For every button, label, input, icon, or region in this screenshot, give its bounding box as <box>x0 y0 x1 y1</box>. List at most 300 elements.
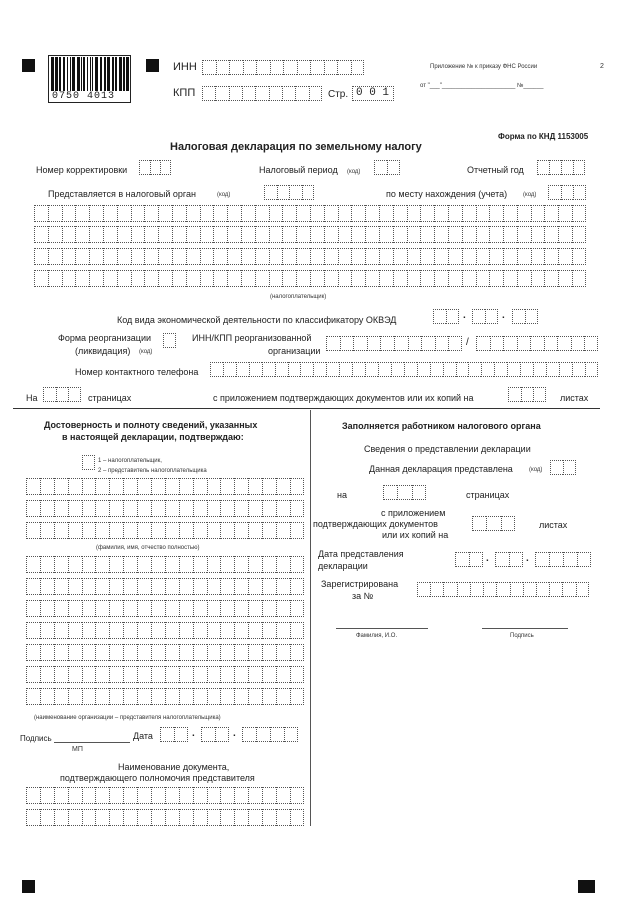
input-cell[interactable] <box>290 666 304 683</box>
input-cell[interactable] <box>216 60 230 75</box>
input-cell[interactable] <box>248 688 262 705</box>
input-cell[interactable] <box>393 205 407 222</box>
signer-type-cells[interactable] <box>82 455 95 470</box>
right-sign-line[interactable] <box>482 628 568 629</box>
input-cell[interactable] <box>262 522 276 539</box>
input-cell[interactable] <box>248 600 262 617</box>
input-cell[interactable] <box>544 205 558 222</box>
input-cell[interactable] <box>448 270 462 287</box>
input-cell[interactable] <box>151 787 165 804</box>
input-cell[interactable] <box>550 460 563 475</box>
input-cell[interactable] <box>95 556 109 573</box>
input-cell[interactable] <box>200 248 214 265</box>
input-cell[interactable] <box>40 522 54 539</box>
input-cell[interactable] <box>242 86 255 101</box>
input-cell[interactable] <box>95 478 109 495</box>
input-cell[interactable] <box>248 478 262 495</box>
input-cell[interactable] <box>517 248 531 265</box>
input-cell[interactable] <box>476 205 490 222</box>
input-cell[interactable] <box>490 336 504 351</box>
input-cell[interactable] <box>379 248 393 265</box>
input-cell[interactable] <box>109 578 123 595</box>
input-cell[interactable] <box>558 226 572 243</box>
input-cell[interactable] <box>536 582 549 597</box>
input-cell[interactable] <box>434 248 448 265</box>
input-cell[interactable] <box>68 622 82 639</box>
input-cell[interactable] <box>62 205 76 222</box>
input-cell[interactable] <box>123 622 137 639</box>
input-cell[interactable] <box>309 86 322 101</box>
input-cell[interactable] <box>165 666 179 683</box>
input-cell[interactable] <box>179 522 193 539</box>
right-date-day-cells[interactable] <box>455 552 483 567</box>
input-cell[interactable] <box>179 556 193 573</box>
input-cell[interactable] <box>26 622 40 639</box>
input-cell[interactable] <box>123 478 137 495</box>
input-cell[interactable] <box>313 362 326 377</box>
input-cell[interactable] <box>310 60 324 75</box>
input-cell[interactable] <box>103 226 117 243</box>
input-cell[interactable] <box>338 226 352 243</box>
input-cell[interactable] <box>241 205 255 222</box>
input-cell[interactable] <box>54 478 68 495</box>
input-cell[interactable] <box>193 666 207 683</box>
input-cell[interactable] <box>249 362 262 377</box>
input-cell[interactable] <box>248 666 262 683</box>
input-cell[interactable] <box>207 787 221 804</box>
input-cell[interactable] <box>68 500 82 517</box>
correction-cells[interactable] <box>139 160 171 175</box>
input-cell[interactable] <box>407 270 421 287</box>
right-date-year-cells[interactable] <box>535 552 591 567</box>
input-cell[interactable] <box>179 644 193 661</box>
input-cell[interactable] <box>144 248 158 265</box>
input-cell[interactable] <box>109 622 123 639</box>
input-cell[interactable] <box>455 552 469 567</box>
input-cell[interactable] <box>200 205 214 222</box>
input-cell[interactable] <box>469 552 483 567</box>
input-cell[interactable] <box>326 362 339 377</box>
input-cell[interactable] <box>137 622 151 639</box>
doc-name-grid[interactable] <box>26 787 304 827</box>
input-cell[interactable] <box>165 600 179 617</box>
input-cell[interactable] <box>503 270 517 287</box>
input-cell[interactable] <box>34 270 48 287</box>
input-cell[interactable] <box>54 622 68 639</box>
input-cell[interactable] <box>151 556 165 573</box>
input-cell[interactable] <box>151 578 165 595</box>
input-cell[interactable] <box>201 727 215 742</box>
input-cell[interactable] <box>207 522 221 539</box>
input-cell[interactable] <box>109 500 123 517</box>
input-cell[interactable] <box>207 556 221 573</box>
input-cell[interactable] <box>234 522 248 539</box>
input-cell[interactable] <box>558 248 572 265</box>
input-cell[interactable] <box>584 336 598 351</box>
input-cell[interactable] <box>151 622 165 639</box>
input-cell[interactable] <box>179 600 193 617</box>
input-cell[interactable] <box>234 500 248 517</box>
input-cell[interactable] <box>324 205 338 222</box>
input-cell[interactable] <box>179 478 193 495</box>
input-cell[interactable] <box>160 160 171 175</box>
input-cell[interactable] <box>262 578 276 595</box>
input-cell[interactable] <box>544 270 558 287</box>
input-cell[interactable] <box>82 522 96 539</box>
input-cell[interactable] <box>234 600 248 617</box>
input-cell[interactable] <box>151 500 165 517</box>
input-cell[interactable] <box>223 362 236 377</box>
input-cell[interactable] <box>276 556 290 573</box>
input-cell[interactable] <box>123 578 137 595</box>
input-cell[interactable] <box>144 205 158 222</box>
input-cell[interactable] <box>62 248 76 265</box>
input-cell[interactable] <box>242 727 256 742</box>
input-cell[interactable] <box>276 522 290 539</box>
input-cell[interactable] <box>229 60 243 75</box>
input-cell[interactable] <box>34 248 48 265</box>
sheets-cells[interactable] <box>508 387 546 402</box>
input-cell[interactable] <box>351 248 365 265</box>
input-cell[interactable] <box>290 622 304 639</box>
pages-cells[interactable] <box>43 387 81 402</box>
input-cell[interactable] <box>510 582 523 597</box>
input-cell[interactable] <box>324 270 338 287</box>
input-cell[interactable] <box>585 362 598 377</box>
input-cell[interactable] <box>137 556 151 573</box>
input-cell[interactable] <box>549 160 561 175</box>
input-cell[interactable] <box>531 270 545 287</box>
right-submitted-cells[interactable] <box>550 460 576 475</box>
input-cell[interactable] <box>68 522 82 539</box>
input-cell[interactable] <box>109 556 123 573</box>
input-cell[interactable] <box>290 478 304 495</box>
input-cell[interactable] <box>559 362 572 377</box>
input-cell[interactable] <box>324 226 338 243</box>
input-cell[interactable] <box>82 455 95 470</box>
input-cell[interactable] <box>430 362 443 377</box>
input-cell[interactable] <box>326 336 340 351</box>
input-cell[interactable] <box>207 688 221 705</box>
input-cell[interactable] <box>476 226 490 243</box>
input-cell[interactable] <box>193 622 207 639</box>
input-cell[interactable] <box>262 362 275 377</box>
input-cell[interactable] <box>109 809 123 826</box>
input-cell[interactable] <box>282 205 296 222</box>
input-cell[interactable] <box>503 336 517 351</box>
input-cell[interactable] <box>379 205 393 222</box>
input-cell[interactable] <box>95 787 109 804</box>
input-cell[interactable] <box>531 248 545 265</box>
input-cell[interactable] <box>339 362 352 377</box>
input-cell[interactable] <box>123 500 137 517</box>
input-cell[interactable] <box>572 248 586 265</box>
input-cell[interactable] <box>549 582 562 597</box>
input-cell[interactable] <box>558 205 572 222</box>
input-cell[interactable] <box>123 600 137 617</box>
input-cell[interactable] <box>517 205 531 222</box>
input-cell[interactable] <box>417 362 430 377</box>
input-cell[interactable] <box>277 185 290 200</box>
input-cell[interactable] <box>172 248 186 265</box>
input-cell[interactable] <box>68 556 82 573</box>
input-cell[interactable] <box>472 516 486 531</box>
input-cell[interactable] <box>117 248 131 265</box>
input-cell[interactable] <box>186 270 200 287</box>
date-year-cells[interactable] <box>242 727 298 742</box>
input-cell[interactable] <box>290 644 304 661</box>
input-cell[interactable] <box>227 205 241 222</box>
input-cell[interactable] <box>262 556 276 573</box>
input-cell[interactable] <box>290 522 304 539</box>
input-cell[interactable] <box>548 185 561 200</box>
input-cell[interactable] <box>82 644 96 661</box>
input-cell[interactable] <box>26 809 40 826</box>
input-cell[interactable] <box>324 248 338 265</box>
input-cell[interactable] <box>144 226 158 243</box>
input-cell[interactable] <box>48 226 62 243</box>
input-cell[interactable] <box>494 362 507 377</box>
signature-line[interactable] <box>54 742 130 743</box>
input-cell[interactable] <box>351 60 365 75</box>
input-cell[interactable] <box>200 270 214 287</box>
input-cell[interactable] <box>56 387 69 402</box>
reorg-form-cells[interactable] <box>163 333 176 348</box>
input-cell[interactable] <box>82 787 96 804</box>
input-cell[interactable] <box>503 205 517 222</box>
input-cell[interactable] <box>546 362 559 377</box>
input-cell[interactable] <box>289 185 302 200</box>
input-cell[interactable] <box>282 226 296 243</box>
input-cell[interactable] <box>448 226 462 243</box>
input-cell[interactable] <box>220 578 234 595</box>
input-cell[interactable] <box>462 270 476 287</box>
input-cell[interactable] <box>68 809 82 826</box>
input-cell[interactable] <box>109 787 123 804</box>
input-cell[interactable] <box>462 226 476 243</box>
input-cell[interactable] <box>296 205 310 222</box>
input-cell[interactable] <box>435 336 449 351</box>
input-cell[interactable] <box>123 522 137 539</box>
input-cell[interactable] <box>531 205 545 222</box>
input-cell[interactable] <box>54 666 68 683</box>
input-cell[interactable] <box>54 688 68 705</box>
input-cell[interactable] <box>54 600 68 617</box>
input-cell[interactable] <box>563 460 576 475</box>
input-cell[interactable] <box>109 478 123 495</box>
input-cell[interactable] <box>137 478 151 495</box>
input-cell[interactable] <box>158 248 172 265</box>
input-cell[interactable] <box>421 336 435 351</box>
input-cell[interactable] <box>393 248 407 265</box>
input-cell[interactable] <box>163 333 176 348</box>
input-cell[interactable] <box>200 226 214 243</box>
input-cell[interactable] <box>207 622 221 639</box>
input-cell[interactable] <box>563 552 577 567</box>
input-cell[interactable] <box>48 270 62 287</box>
input-cell[interactable] <box>476 336 490 351</box>
input-cell[interactable] <box>248 522 262 539</box>
input-cell[interactable] <box>179 787 193 804</box>
input-cell[interactable] <box>215 727 229 742</box>
input-cell[interactable] <box>433 309 446 324</box>
input-cell[interactable] <box>193 600 207 617</box>
input-cell[interactable] <box>82 478 96 495</box>
input-cell[interactable] <box>75 226 89 243</box>
input-cell[interactable] <box>95 622 109 639</box>
input-cell[interactable] <box>338 270 352 287</box>
input-cell[interactable] <box>193 500 207 517</box>
input-cell[interactable] <box>186 248 200 265</box>
input-cell[interactable] <box>193 522 207 539</box>
input-cell[interactable] <box>241 270 255 287</box>
input-cell[interactable] <box>282 248 296 265</box>
input-cell[interactable] <box>48 205 62 222</box>
input-cell[interactable] <box>284 727 298 742</box>
input-cell[interactable] <box>220 478 234 495</box>
input-cell[interactable] <box>462 248 476 265</box>
input-cell[interactable] <box>501 516 515 531</box>
input-cell[interactable] <box>420 248 434 265</box>
input-cell[interactable] <box>165 688 179 705</box>
input-cell[interactable] <box>558 270 572 287</box>
input-cell[interactable] <box>295 86 308 101</box>
input-cell[interactable] <box>75 248 89 265</box>
input-cell[interactable] <box>158 205 172 222</box>
input-cell[interactable] <box>507 362 520 377</box>
input-cell[interactable] <box>470 582 483 597</box>
input-cell[interactable] <box>213 248 227 265</box>
input-cell[interactable] <box>394 336 408 351</box>
input-cell[interactable] <box>576 582 589 597</box>
input-cell[interactable] <box>150 160 161 175</box>
input-cell[interactable] <box>296 248 310 265</box>
input-cell[interactable] <box>256 727 270 742</box>
input-cell[interactable] <box>174 727 188 742</box>
submitted-to-cells[interactable] <box>264 185 314 200</box>
input-cell[interactable] <box>495 552 509 567</box>
input-cell[interactable] <box>165 556 179 573</box>
input-cell[interactable] <box>234 688 248 705</box>
input-cell[interactable] <box>549 552 563 567</box>
right-fio-line[interactable] <box>336 628 428 629</box>
input-cell[interactable] <box>220 500 234 517</box>
input-cell[interactable] <box>40 478 54 495</box>
input-cell[interactable] <box>483 582 496 597</box>
date-month-cells[interactable] <box>201 727 229 742</box>
input-cell[interactable] <box>443 362 456 377</box>
input-cell[interactable] <box>340 336 354 351</box>
input-cell[interactable] <box>26 688 40 705</box>
input-cell[interactable] <box>383 485 397 500</box>
input-cell[interactable] <box>103 270 117 287</box>
input-cell[interactable] <box>220 600 234 617</box>
input-cell[interactable] <box>288 362 301 377</box>
input-cell[interactable] <box>68 666 82 683</box>
input-cell[interactable] <box>571 336 585 351</box>
input-cell[interactable] <box>236 362 249 377</box>
right-date-month-cells[interactable] <box>495 552 523 567</box>
input-cell[interactable] <box>297 60 311 75</box>
input-cell[interactable] <box>131 270 145 287</box>
input-cell[interactable] <box>535 552 549 567</box>
input-cell[interactable] <box>300 362 313 377</box>
input-cell[interactable] <box>40 622 54 639</box>
input-cell[interactable] <box>186 226 200 243</box>
input-cell[interactable] <box>270 60 284 75</box>
input-cell[interactable] <box>296 226 310 243</box>
input-cell[interactable] <box>255 86 268 101</box>
input-cell[interactable] <box>241 248 255 265</box>
input-cell[interactable] <box>34 226 48 243</box>
input-cell[interactable] <box>310 226 324 243</box>
input-cell[interactable] <box>54 556 68 573</box>
input-cell[interactable] <box>324 60 338 75</box>
input-cell[interactable] <box>172 205 186 222</box>
input-cell[interactable] <box>255 226 269 243</box>
input-cell[interactable] <box>68 387 81 402</box>
input-cell[interactable] <box>40 666 54 683</box>
input-cell[interactable] <box>276 688 290 705</box>
input-cell[interactable] <box>378 362 391 377</box>
input-cell[interactable] <box>262 666 276 683</box>
input-cell[interactable] <box>434 205 448 222</box>
input-cell[interactable] <box>262 478 276 495</box>
input-cell[interactable] <box>338 248 352 265</box>
right-pages-cells[interactable] <box>383 485 426 500</box>
input-cell[interactable] <box>179 666 193 683</box>
input-cell[interactable] <box>210 362 223 377</box>
input-cell[interactable] <box>496 582 509 597</box>
input-cell[interactable] <box>193 787 207 804</box>
input-cell[interactable] <box>517 336 531 351</box>
input-cell[interactable] <box>468 362 481 377</box>
input-cell[interactable] <box>276 478 290 495</box>
input-cell[interactable] <box>572 270 586 287</box>
input-cell[interactable] <box>503 248 517 265</box>
input-cell[interactable] <box>269 248 283 265</box>
input-cell[interactable] <box>276 644 290 661</box>
input-cell[interactable] <box>391 362 404 377</box>
input-cell[interactable] <box>290 688 304 705</box>
input-cell[interactable] <box>310 248 324 265</box>
input-cell[interactable] <box>276 500 290 517</box>
input-cell[interactable] <box>412 485 426 500</box>
input-cell[interactable] <box>561 160 573 175</box>
input-cell[interactable] <box>533 362 546 377</box>
input-cell[interactable] <box>95 688 109 705</box>
input-cell[interactable] <box>82 809 96 826</box>
input-cell[interactable] <box>248 500 262 517</box>
input-cell[interactable] <box>234 809 248 826</box>
input-cell[interactable] <box>109 600 123 617</box>
input-cell[interactable] <box>82 622 96 639</box>
input-cell[interactable] <box>117 205 131 222</box>
input-cell[interactable] <box>54 522 68 539</box>
input-cell[interactable] <box>351 226 365 243</box>
input-cell[interactable] <box>26 578 40 595</box>
input-cell[interactable] <box>262 787 276 804</box>
input-cell[interactable] <box>243 60 257 75</box>
input-cell[interactable] <box>353 336 367 351</box>
input-cell[interactable] <box>275 362 288 377</box>
input-cell[interactable] <box>365 270 379 287</box>
input-cell[interactable] <box>26 522 40 539</box>
input-cell[interactable] <box>103 205 117 222</box>
input-cell[interactable] <box>525 309 538 324</box>
input-cell[interactable] <box>531 226 545 243</box>
okved-cells-1[interactable] <box>433 309 459 324</box>
